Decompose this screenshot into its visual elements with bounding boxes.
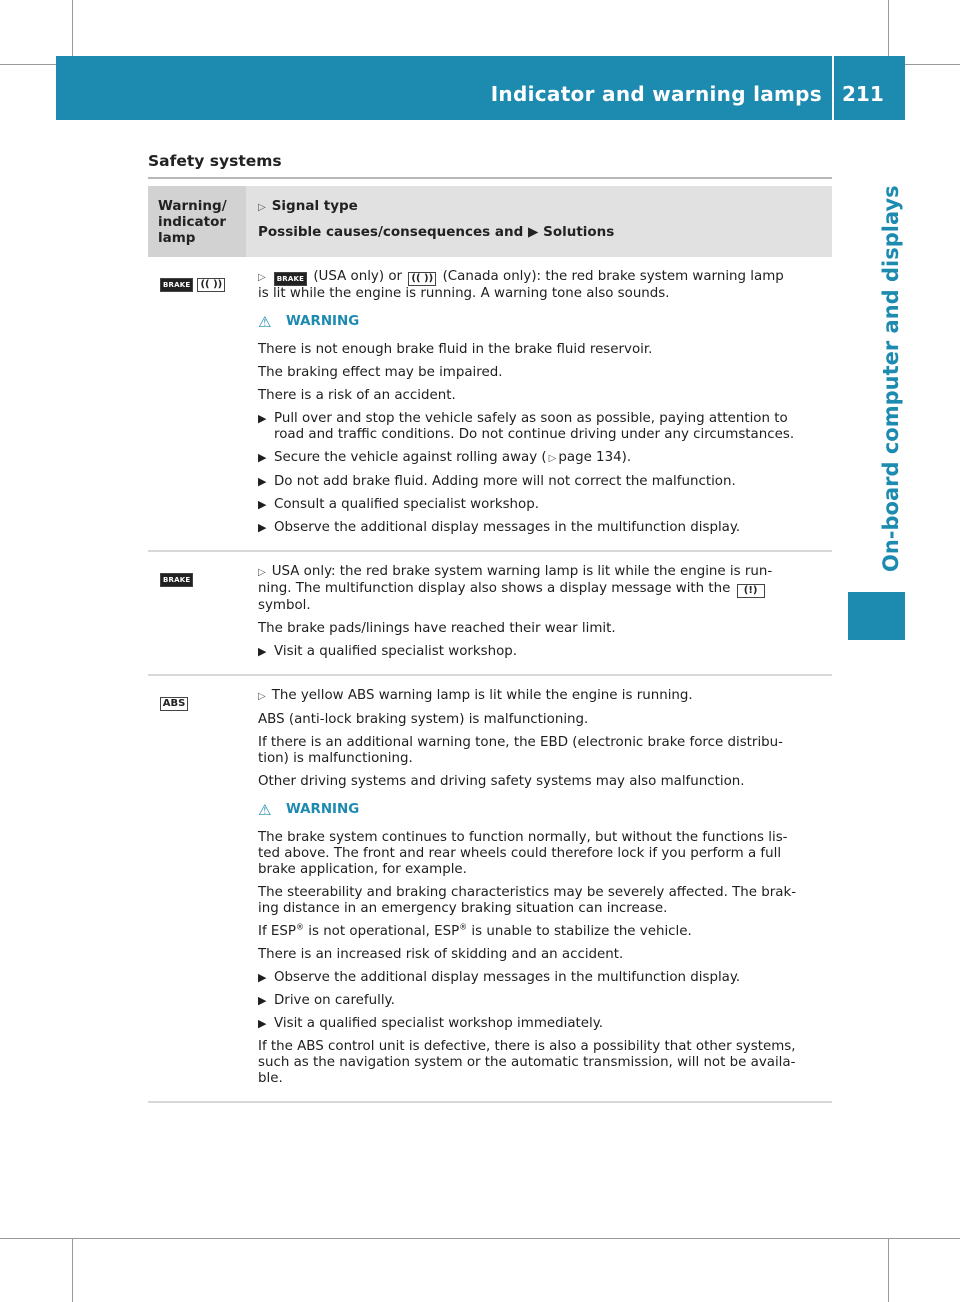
- step-text: road and traffic conditions. Do not continue driving under any circumstances.: [274, 427, 795, 442]
- signal-text: (Canada only): the red brake system warning lamp: [442, 269, 784, 284]
- body-text: If the ABS control unit is defective, there is also a possibility that other systems,: [258, 1039, 796, 1054]
- registered-mark: ®: [459, 922, 468, 932]
- body-text: ble.: [258, 1071, 283, 1086]
- body-text: There is a risk of an accident.: [258, 388, 456, 403]
- warning-triangle-icon: ⚠: [258, 801, 272, 819]
- lamp-table: [148, 186, 832, 1103]
- signal-text: symbol.: [258, 598, 311, 613]
- header-lamp-line: lamp: [158, 230, 196, 246]
- content-cell: [246, 552, 832, 674]
- step-text: Do not add brake fluid. Adding more will not correct the malfunction.: [274, 474, 736, 489]
- solution-step: [258, 497, 832, 513]
- lamp-cell: [148, 552, 246, 674]
- signal-text: is lit while the engine is running. A warning tone also sounds.: [258, 286, 670, 301]
- solution-arrow-icon: ▶: [258, 645, 267, 658]
- section-title: Safety systems: [148, 152, 282, 170]
- section-divider: [148, 177, 832, 179]
- warning-label: WARNING: [286, 314, 360, 329]
- lamp-cell: [148, 676, 246, 1101]
- solution-arrow-icon: ▶: [258, 412, 267, 425]
- body-text: tion) is malfunctioning.: [258, 751, 413, 766]
- crop-mark: [0, 1238, 960, 1239]
- page-ref-icon: ▷: [548, 453, 557, 464]
- warning-lamp-icon: (!): [737, 584, 765, 598]
- solution-step: [258, 450, 832, 467]
- warning-heading: [258, 802, 832, 818]
- brake-lamp-icon: BRAKE: [274, 272, 307, 286]
- abs-lamp-icon: ABS: [160, 697, 188, 711]
- warning-heading: [258, 314, 832, 330]
- signal-text: ning. The multifunction display also shows a display message with the: [258, 581, 731, 596]
- body-text: such as the navigation system or the automatic transmission, will not be availa-: [258, 1055, 796, 1070]
- content-cell: [246, 257, 832, 550]
- warning-triangle-icon: ⚠: [258, 313, 272, 331]
- step-text: Drive on carefully.: [274, 993, 395, 1008]
- side-tab-label: On-board computer and displays: [879, 185, 903, 572]
- body-text: ABS (anti-lock braking system) is malfunctioning.: [258, 712, 589, 727]
- body-text: Other driving systems and driving safety systems may also malfunction.: [258, 774, 745, 789]
- solution-step: [258, 520, 832, 536]
- step-text: Visit a qualified specialist workshop.: [274, 644, 518, 659]
- crop-mark: [888, 1238, 889, 1302]
- table-row: [148, 552, 832, 676]
- solution-arrow-icon: ▶: [258, 1017, 267, 1030]
- chapter-title: Indicator and warning lamps: [490, 82, 822, 106]
- step-text: Pull over and stop the vehicle safely as soon as possible, paying attention to: [274, 411, 788, 426]
- crop-mark: [888, 0, 889, 64]
- solution-arrow-icon: ▶: [258, 994, 267, 1007]
- solution-step: [258, 644, 832, 660]
- side-tab-block: [848, 592, 905, 640]
- body-text: The braking effect may be impaired.: [258, 365, 503, 380]
- solution-arrow-icon: ▶: [528, 224, 539, 240]
- header-divider: [832, 56, 834, 120]
- header-lamp-line: Warning/: [158, 198, 227, 214]
- signal-text: USA only: the red brake system warning lamp is lit while the engine is run-: [271, 564, 773, 579]
- body-text: is not operational, ESP: [308, 924, 460, 939]
- solution-step: [258, 474, 832, 490]
- body-text: ing distance in an emergency braking situation can increase.: [258, 901, 668, 916]
- lamp-cell: [148, 257, 246, 550]
- header-lamp-line: indicator: [158, 214, 227, 230]
- warning-label: WARNING: [286, 802, 360, 817]
- body-text: The brake pads/linings have reached their wear limit.: [258, 621, 616, 636]
- body-text: The steerability and braking characteristics may be severely affected. The brak-: [258, 885, 797, 900]
- content-cell: [246, 676, 832, 1101]
- signal-triangle-icon: ▷: [258, 691, 266, 702]
- body-text: is unable to stabilize the vehicle.: [471, 924, 692, 939]
- body-text: If there is an additional warning tone, the EBD (electronic brake force distribu-: [258, 735, 783, 750]
- solution-arrow-icon: ▶: [258, 451, 267, 464]
- signal-triangle-icon: ▷: [258, 567, 266, 578]
- crop-mark: [72, 1238, 73, 1302]
- table-header: [148, 186, 832, 257]
- brake-lamp-icon: BRAKE: [160, 278, 193, 292]
- solution-arrow-icon: ▶: [258, 971, 267, 984]
- page-reference-link[interactable]: page 134).: [558, 450, 632, 465]
- body-text: brake application, for example.: [258, 862, 467, 877]
- table-row: [148, 257, 832, 552]
- page-number: 211: [842, 82, 884, 106]
- solution-step: [258, 970, 832, 986]
- body-text: There is an increased risk of skidding and an accident.: [258, 947, 624, 962]
- body-text: There is not enough brake fluid in the brake fluid reservoir.: [258, 342, 653, 357]
- brake-circle-lamp-icon: (( )): [408, 272, 436, 286]
- signal-triangle-icon: ▷: [258, 272, 266, 283]
- crop-mark: [72, 0, 73, 64]
- header-causes-label: Possible causes/consequences and: [258, 224, 524, 240]
- body-text: If ESP: [258, 924, 296, 939]
- header-signal-column: [246, 186, 832, 257]
- brake-lamp-icon: BRAKE: [160, 573, 193, 587]
- step-text: Consult a qualified specialist workshop.: [274, 497, 539, 512]
- header-signal-label: Signal type: [271, 198, 358, 214]
- brake-circle-lamp-icon: (( )): [197, 278, 225, 292]
- solution-step: [258, 1016, 832, 1032]
- solution-arrow-icon: ▶: [258, 521, 267, 534]
- solution-step: [258, 411, 832, 443]
- body-text: ted above. The front and rear wheels could therefore lock if you perform a full: [258, 846, 782, 861]
- step-text: Secure the vehicle against rolling away (: [274, 450, 547, 465]
- signal-text: The yellow ABS warning lamp is lit while the engine is running.: [271, 688, 693, 703]
- registered-mark: ®: [295, 922, 304, 932]
- signal-text: (USA only) or: [313, 269, 403, 284]
- step-text: Observe the additional display messages in the multifunction display.: [274, 520, 741, 535]
- body-text: The brake system continues to function normally, but without the functions lis-: [258, 830, 788, 845]
- signal-triangle-icon: ▷: [258, 202, 266, 213]
- solution-step: [258, 993, 832, 1009]
- header-lamp-column: [148, 186, 246, 257]
- solution-arrow-icon: ▶: [258, 475, 267, 488]
- step-text: Visit a qualified specialist workshop immediately.: [274, 1016, 604, 1031]
- step-text: Observe the additional display messages in the multifunction display.: [274, 970, 741, 985]
- table-row: [148, 676, 832, 1103]
- solution-arrow-icon: ▶: [258, 498, 267, 511]
- header-solutions-label: Solutions: [543, 224, 615, 240]
